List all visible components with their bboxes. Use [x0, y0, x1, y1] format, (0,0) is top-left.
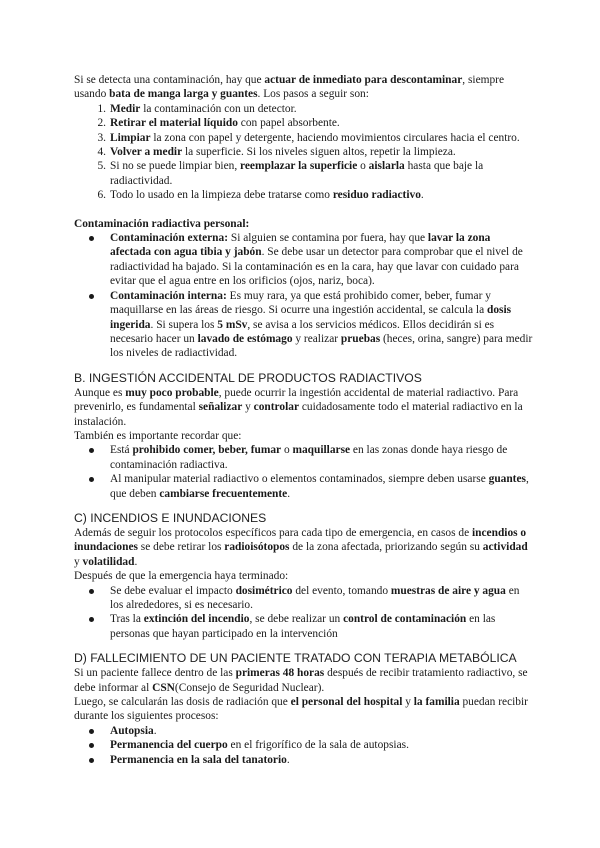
- list-item: Tras la extinción del incendio, se debe realizar un control de contaminación en las personas que hayan participado en la intervención: [74, 612, 534, 641]
- spacer: [74, 203, 534, 217]
- step-3: 3. Limpiar la zona con papel y detergente, haciendo movimientos circulares hacia el centro.: [97, 131, 520, 144]
- bullet-icon: [89, 236, 94, 241]
- spacer: [74, 501, 534, 511]
- section-c-list: [74, 584, 534, 642]
- document-page: [74, 73, 534, 767]
- bullet-icon: [89, 729, 94, 734]
- section-d-paragraph: Si un paciente fallece dentro de las primeras 48 horas después de recibir tratamiento radiactivo, se debe informar al CSN(Consejo de Seguridad Nuclear).: [74, 667, 528, 694]
- section-d-paragraph-2: Luego, se calcularán las dosis de radiación que el personal del hospital y la familia puedan recibir durante los siguientes procesos:: [74, 696, 528, 723]
- list-item: Permanencia del cuerpo en el frigorífico de la sala de autopsias.: [74, 738, 534, 752]
- list-item: Se debe evaluar el impacto dosimétrico del evento, tomando muestras de aire y agua en los alrededores, si es necesario.: [74, 584, 534, 613]
- section-c-paragraph: Además de seguir los protocolos específicos para cada tipo de emergencia, en casos de incendios o inundaciones se debe retirar los radioisótopos de la zona afectada, priorizando según su actividad y volatilidad.: [74, 526, 528, 568]
- section-b-list: [74, 443, 534, 501]
- internal-contamination-item: Contaminación interna: Es muy rara, ya que está prohibido comer, beber, fumar y maquillarse en las áreas de riesgo. Si ocurre una ingestión accidental, se calcula la dosis ingerida. Si supera los 5 mSv, se avisa a los servicios médicos. Ellos decidirán si es necesario hacer un lavado de estómago y realizar pruebas (heces, orina, sangre) para medir los niveles de radiactividad.: [74, 289, 534, 361]
- section-d-heading: D) FALLECIMIENTO DE UN PACIENTE TRATADO CON TERAPIA METABÓLICA: [74, 651, 517, 666]
- external-contamination-item: Contaminación externa: Si alguien se contamina por fuera, hay que lavar la zona afectada con agua tibia y jabón. Se debe usar un detector para comprobar que el nivel de radiactividad ha bajado. Si la contaminación es en la cara, hay que lavar con cuidado para evitar que el agua entre en los orificios (ojos, nariz, boca).: [74, 231, 534, 289]
- step-5: 5. Si no se puede limpiar bien, reemplazar la superficie o aislarla hasta que baje la radiactividad.: [97, 160, 484, 187]
- section-b-paragraph: Aunque es muy poco probable, puede ocurrir la ingestión accidental de material radiactivo. Para prevenirlo, es fundamental señalizar y controlar cuidadosamente todo el material radiactivo en la instalación.: [74, 386, 523, 428]
- section-d-list: [74, 724, 534, 767]
- section-c-heading: C) INCENDIOS E INUNDACIONES: [74, 510, 267, 525]
- list-item: Al manipular material radiactivo o elementos contaminados, siempre deben usarse guantes, que deben cambiarse frecuentemente.: [74, 472, 534, 501]
- bullet-icon: [89, 477, 94, 482]
- spacer: [74, 641, 534, 651]
- section-c-after: Después de que la emergencia haya terminado:: [74, 570, 289, 583]
- bullet-icon: [89, 294, 94, 299]
- list-item: Está prohibido comer, beber, fumar o maquillarse en las zonas donde haya riesgo de contaminación radiactiva.: [74, 443, 534, 472]
- bullet-icon: [89, 743, 94, 748]
- step-4: 4. Volver a medir la superficie. Si los niveles siguen altos, repetir la limpieza.: [97, 146, 456, 159]
- bullet-icon: [89, 758, 94, 763]
- bullet-icon: [89, 589, 94, 594]
- section-b-heading: B. INGESTIÓN ACCIDENTAL DE PRODUCTOS RADIACTIVOS: [74, 370, 422, 385]
- steps-list: [74, 102, 534, 203]
- list-item: Autopsia.: [74, 724, 534, 738]
- step-2: 2. Retirar el material líquido con papel absorbente.: [97, 117, 340, 130]
- section-b-reminder: También es importante recordar que:: [74, 429, 242, 442]
- personal-contamination-title: Contaminación radiactiva personal:: [74, 217, 250, 230]
- list-item: Permanencia en la sala del tanatorio.: [74, 753, 534, 767]
- step-6: 6. Todo lo usado en la limpieza debe tratarse como residuo radiactivo.: [97, 189, 424, 202]
- intro-paragraph: Si se detecta una contaminación, hay que actuar de inmediato para descontaminar, siempre usando bata de manga larga y guantes. Los pasos a seguir son:: [74, 74, 505, 101]
- step-1: 1. Medir la contaminación con un detector.: [97, 102, 297, 115]
- spacer: [74, 361, 534, 371]
- personal-contamination-list: [74, 231, 534, 361]
- bullet-icon: [89, 617, 94, 622]
- bullet-icon: [89, 448, 94, 453]
